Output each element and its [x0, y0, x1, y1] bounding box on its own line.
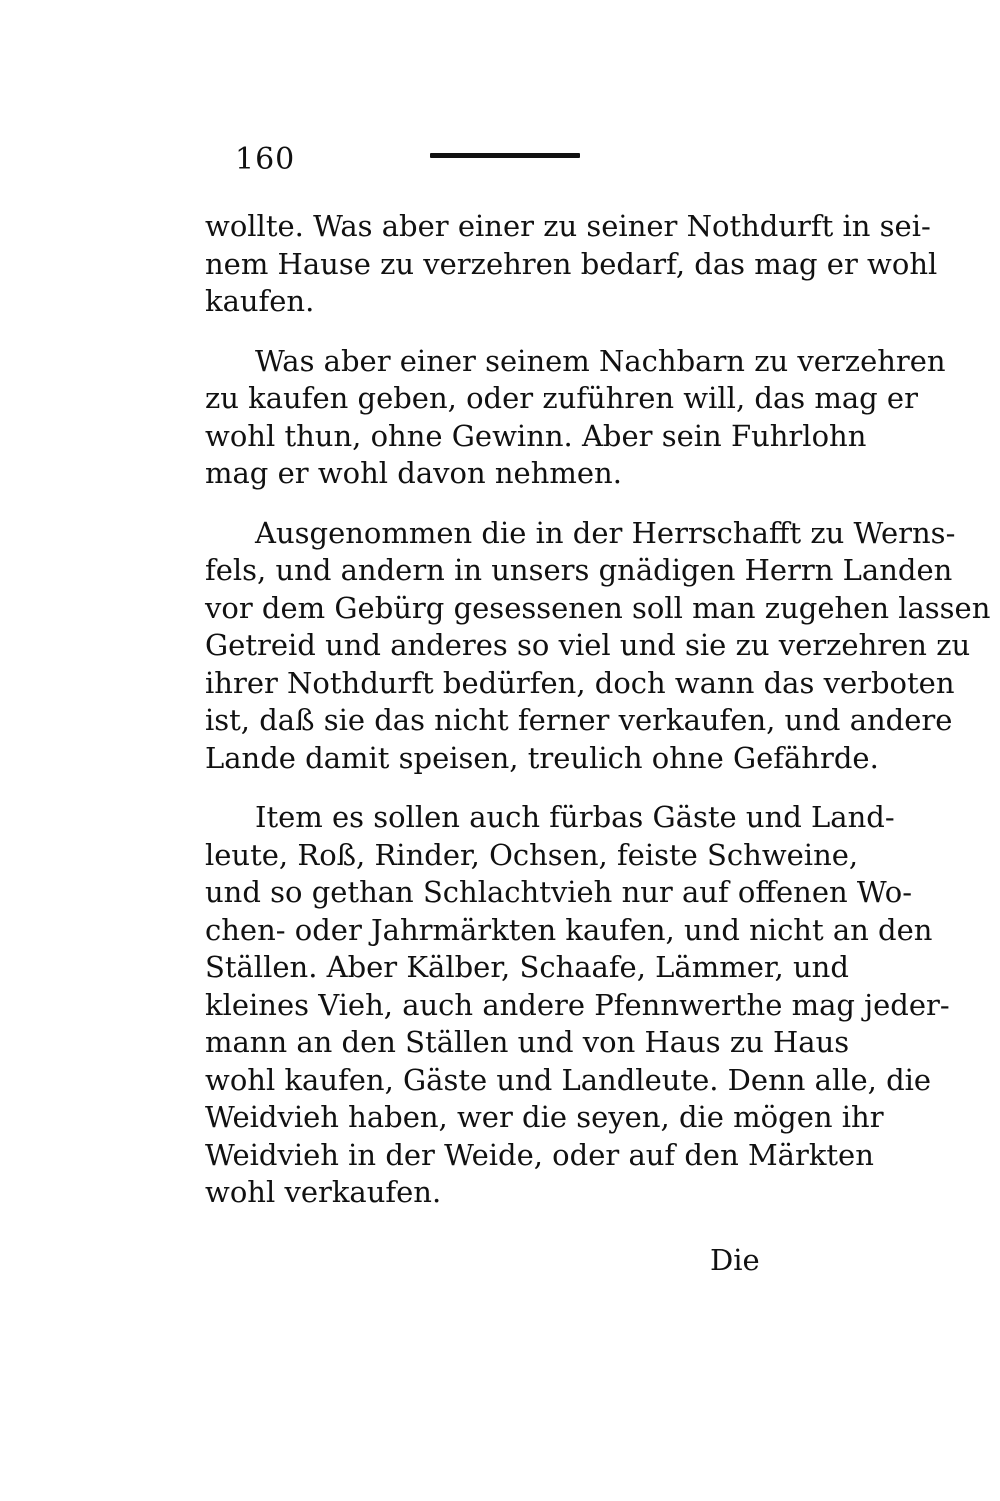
text-line: wohl kaufen, Gäste und Landleute. Denn alle, die — [205, 1062, 932, 1097]
text-line: chen- oder Jahrmärkten kaufen, und nicht an den — [205, 912, 933, 947]
text-line: wohl thun, ohne Gewinn. Aber sein Fuhrlohn — [205, 418, 867, 453]
text-line: zu kaufen geben, oder zuführen will, das mag er — [205, 381, 918, 415]
text-line: mag er wohl davon nehmen. — [205, 456, 622, 490]
text-line: leute, Roß, Rinder, Ochsen, feiste Schweine, — [205, 837, 859, 872]
text-line: Weidvieh in der Weide, oder auf den Märkten — [205, 1137, 874, 1172]
text-line: ihrer Nothdurft bedürfen, doch wann das verboten — [205, 665, 955, 700]
text-line: Ausgenommen die in der Herrschafft zu Werns- — [255, 515, 956, 550]
text-line: Ställen. Aber Kälber, Schaafe, Lämmer, und — [205, 950, 849, 984]
paragraph-2 — [205, 343, 946, 493]
text-line: Getreid und anderes so viel und sie zu verzehren zu — [205, 628, 971, 662]
paragraph-1 — [205, 208, 938, 321]
catchword: Die — [710, 1243, 760, 1277]
text-line: wohl verkaufen. — [205, 1175, 442, 1209]
text-line: vor dem Gebürg gesessenen soll man zugehen lassen — [205, 590, 991, 625]
text-line: Item es sollen auch fürbas Gäste und Land- — [255, 800, 895, 834]
text-line: Weidvieh haben, wer die seyen, die mögen ihr — [205, 1100, 884, 1134]
text-line: ist, daß sie das nicht ferner verkaufen, und andere — [205, 703, 953, 737]
page-number: 160 — [235, 142, 296, 177]
text-line: fels, und andern in unsers gnädigen Herrn Landen — [205, 553, 953, 587]
text-line: mann an den Ställen und von Haus zu Haus — [205, 1025, 850, 1059]
text-line: Was aber einer seinem Nachbarn zu verzehren — [255, 343, 946, 378]
running-head — [235, 140, 795, 180]
body-text — [205, 208, 991, 1234]
text-line: Lande damit speisen, treulich ohne Gefährde. — [205, 740, 879, 775]
header-rule — [430, 153, 580, 158]
text-line: wollte. Was aber einer zu seiner Nothdurft in sei- — [205, 209, 931, 243]
text-line: kleines Vieh, auch andere Pfennwerthe mag jeder- — [205, 987, 950, 1022]
text-line: nem Hause zu verzehren bedarf, das mag er wohl — [205, 246, 938, 281]
text-line: und so gethan Schlachtvieh nur auf offenen Wo- — [205, 875, 912, 909]
paragraph-3 — [205, 515, 991, 778]
paragraph-4 — [205, 799, 950, 1212]
text-line: kaufen. — [205, 284, 315, 318]
